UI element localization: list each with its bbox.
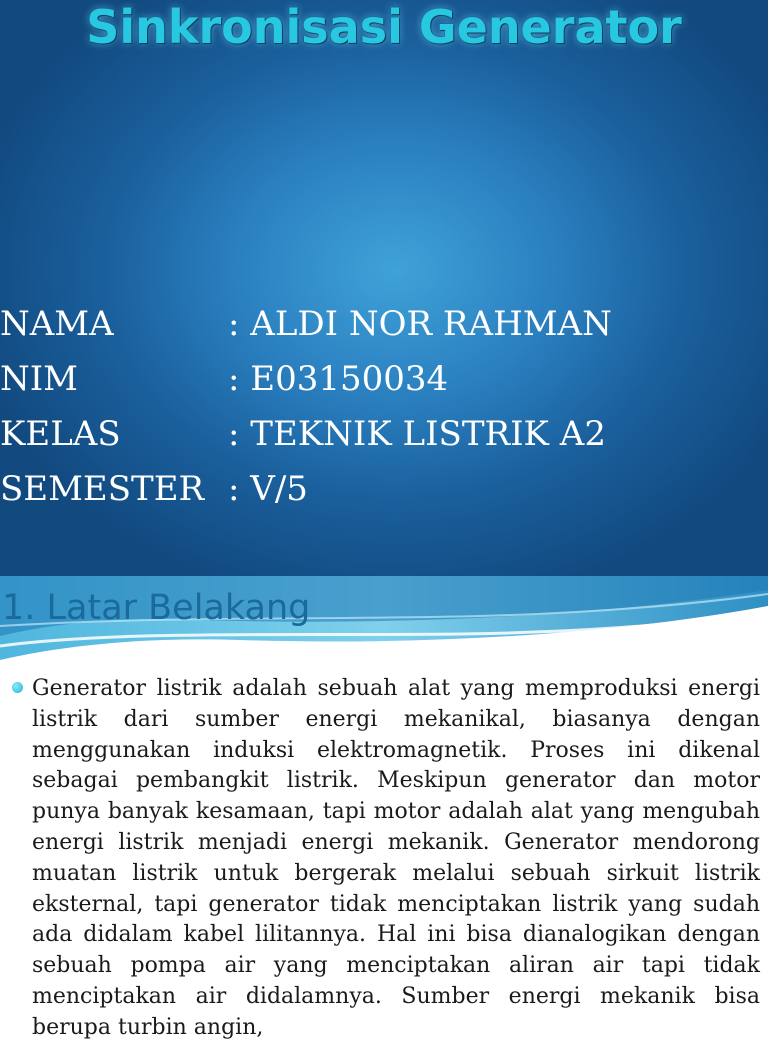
info-label: NAMA bbox=[0, 303, 114, 344]
section-heading: 1. Latar Belakang bbox=[2, 588, 311, 628]
info-label: SEMESTER bbox=[0, 468, 205, 509]
info-row-nim bbox=[0, 351, 612, 406]
bullet-text: Generator listrik adalah sebuah alat yang memproduksi energi listrik dari sumber energi mekanikal, biasanya dengan menggunakan induksi elektromagnetik. Proses ini dikenal sebagai pembangkit listrik. Meskipun generator dan motor punya banyak kesamaan, tapi motor adalah alat yang mengubah energi listrik menjadi energi mekanik. Generator mendorong muatan listrik untuk bergerak melalui sebuah sirkuit listrik eksternal, tapi generator tidak menciptakan listrik yang sudah ada didalam kabel lilitannya. Hal ini bisa dianalogikan dengan sebuah pompa air yang menciptakan aliran air tapi tidak menciptakan air didalamnya. Sumber energi mekanik bisa berupa turbin angin, bbox=[32, 676, 760, 1040]
info-row-nama bbox=[0, 296, 612, 351]
bullet-dot-icon bbox=[12, 682, 23, 693]
info-value: : V/5 bbox=[228, 468, 308, 509]
slide-title: Sinkronisasi Generator bbox=[86, 0, 682, 54]
info-label: NIM bbox=[0, 358, 78, 399]
info-row-kelas bbox=[0, 406, 612, 461]
info-value: : E03150034 bbox=[228, 358, 449, 399]
student-info bbox=[0, 296, 612, 516]
info-label: KELAS bbox=[0, 413, 121, 454]
info-row-semester bbox=[0, 461, 612, 516]
bullet-item bbox=[10, 674, 760, 1044]
info-value: : TEKNIK LISTRIK A2 bbox=[228, 413, 606, 454]
content-slide bbox=[0, 576, 768, 1040]
info-value: : ALDI NOR RAHMAN bbox=[228, 303, 612, 344]
